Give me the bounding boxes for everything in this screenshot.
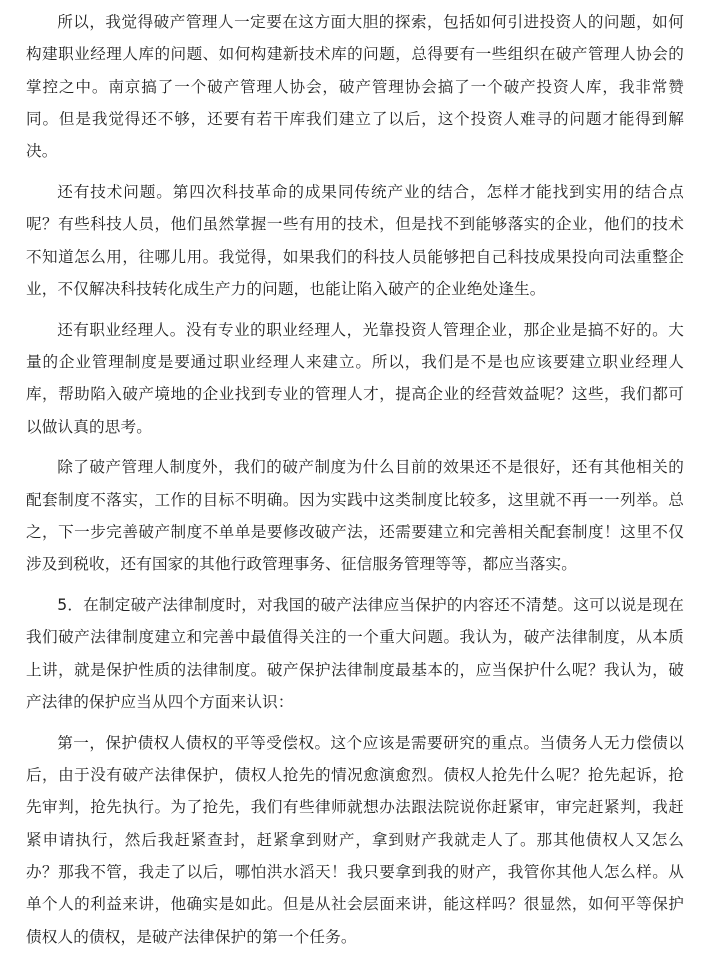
paragraph-supporting-systems: 除了破产管理人制度外，我们的破产制度为什么目前的效果还不是很好，还有其他相关的配套制度不落实，工作的目标不明确。因为实践中这类制度比较多，这里就不再一一列举。总之，下一步完善破产制度不单单是要修改破产法，还需要建立和完善相关配套制度！这里不仅涉及到税收，还有国家的其他行政管理事务、征信服务管理等等，都应当落实。 (26, 458, 684, 574)
paragraph-technology-issue: 还有技术问题。第四次科技革命的成果同传统产业的结合，怎样才能找到实用的结合点呢？有些科技人员，他们虽然掌握一些有用的技术，但是找不到能够落实的企业，他们的技术不知道怎么用，往哪儿用。我觉得，如果我们的科技人员能够把自己科技成果投向司法重整企业，不仅解决科技转化成生产力的问题，也能让陷入破产的企业绝处逢生。 (26, 182, 684, 298)
paragraph-professional-managers: 还有职业经理人。没有专业的职业经理人，光靠投资人管理企业，那企业是搞不好的。大量的企业管理制度是要通过职业经理人来建立。所以，我们是不是也应该要建立职业经理人库，帮助陷入破产境地的企业找到专业的管理人才，提高企业的经营效益呢？这些，我们都可以做认真的思考。 (26, 320, 684, 436)
paragraph-investor-pool: 所以，我觉得破产管理人一定要在这方面大胆的探索，包括如何引进投资人的问题，如何构建职业经理人库的问题、如何构建新技术库的问题，总得要有一些组织在破产管理人协会的掌控之中。南京搞了一个破产管理人协会，破产管理协会搞了一个破产投资人库，我非常赞同。但是我觉得还不够，还要有若干库我们建立了以后，这个投资人难寻的问题才能得到解决。 (26, 13, 684, 161)
document-body (26, 6, 684, 961)
paragraph-first-equal-repayment: 第一，保护债权人债权的平等受偿权。这个应该是需要研究的重点。当债务人无力偿债以后，由于没有破产法律保护，债权人抢先的情况愈演愈烈。债权人抢先什么呢？抢先起诉，抢先审判，抢先执行。为了抢先，我们有些律师就想办法跟法院说你赶紧审，审完赶紧判，我赶紧申请执行，然后我赶紧查封，赶紧拿到财产，拿到财产我就走人了。那其他债权人又怎么办？那我不管，我走了以后，哪怕洪水滔天！我只要拿到我的财产，我管你其他人怎么样。从单个人的利益来讲，他确实是如此。但是从社会层面来讲，能这样吗？很显然，如何平等保护债权人的债权，是破产法律保护的第一个任务。 (26, 733, 684, 946)
paragraph-point-5-protection: 5．在制定破产法律制度时，对我国的破产法律应当保护的内容还不清楚。这可以说是现在我们破产法律制度建立和完善中最值得关注的一个重大问题。我认为，破产法律制度，从本质上讲，就是保护性质的法律制度。破产保护法律制度最基本的，应当保护什么呢？我认为，破产法律的保护应当从四个方面来认识： (26, 596, 684, 711)
